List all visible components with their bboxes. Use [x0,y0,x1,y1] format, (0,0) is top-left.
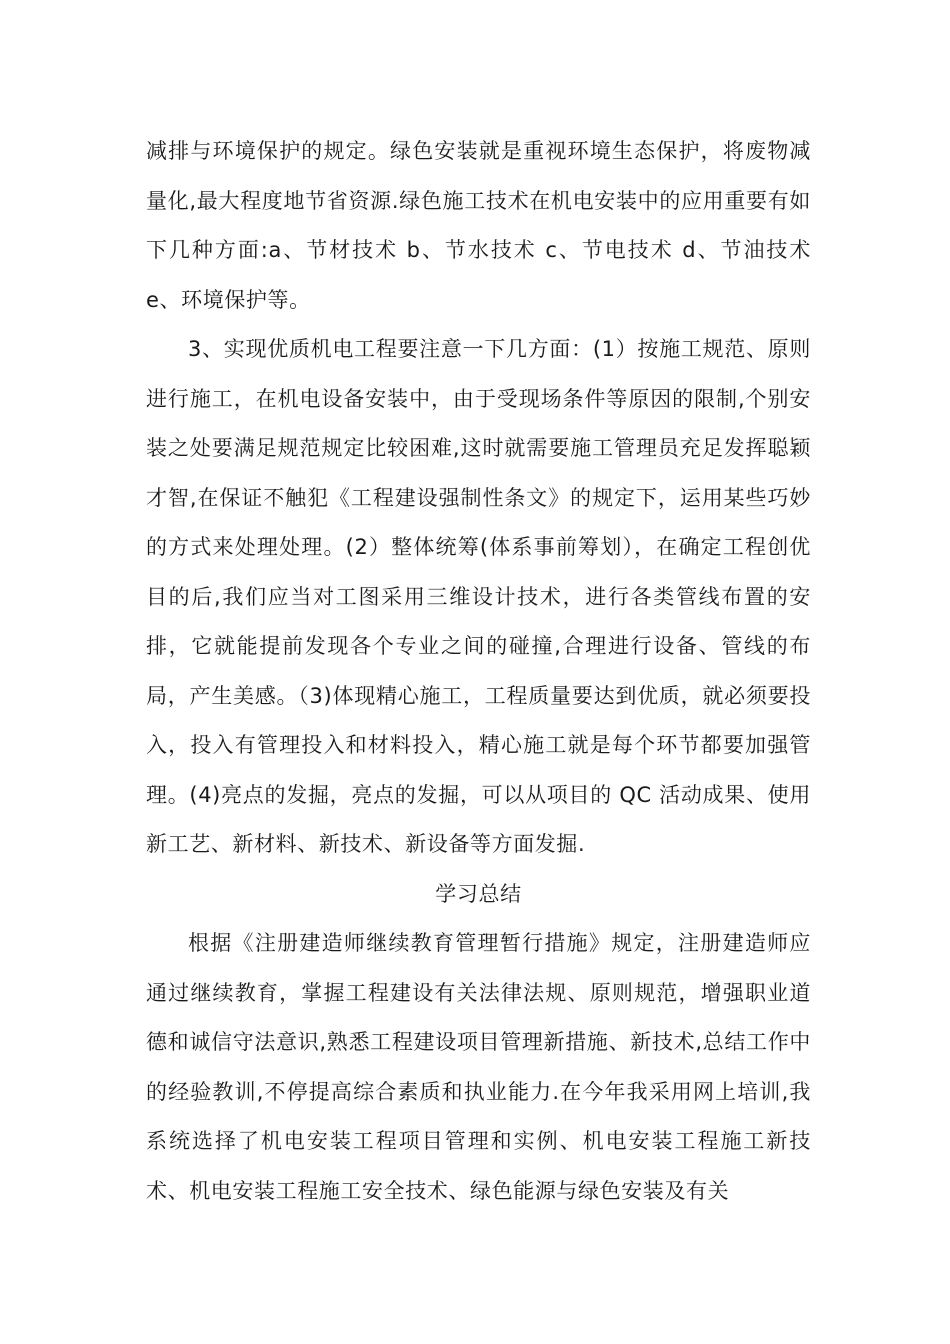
section-title-study-summary: 学习总结 [435,881,522,906]
document-body [146,127,811,1216]
paragraph-study-summary: 根据《注册建造师继续教育管理暂行措施》规定，注册建造师应通过继续教育，掌握工程建设有关法律法规、原则规范，增强职业道德和诚信守法意识,熟悉工程建设项目管理新措施、新技术,总结工作中的经验教训,不停提高综合素质和执业能力.在今年我采用网上培训,我系统选择了机电安装工程项目管理和实例、机电安装工程施工新技术、机电安装工程施工安全技术、绿色能源与绿色安装及有关 [146,931,811,1203]
paragraph-green-construction: 减排与环境保护的规定。绿色安装就是重视环境生态保护，将废物减量化,最大程度地节省资源.绿色施工技术在机电安装中的应用重要有如下几种方面:a、节材技术 b、节水技术 c、节电技术 d、节油技术 e、环境保护等。 [146,139,811,312]
paragraph-quality-project: 3、实现优质机电工程要注意一下几方面：(1）按施工规范、原则进行施工，在机电设备安装中，由于受现场条件等原因的限制,个别安装之处要满足规范规定比较困难,这时就需要施工管理员充足发挥聪颖才智,在保证不触犯《工程建设强制性条文》的规定下，运用某些巧妙的方式来处理处理。(2）整体统筹(体系事前筹划），在确定工程创优目的后,我们应当对工图采用三维设计技术，进行各类管线布置的安排，它就能提前发现各个专业之间的碰撞,合理进行设备、管线的布局，产生美感。（3)体现精心施工，工程质量要达到优质，就必须要投入，投入有管理投入和材料投入，精心施工就是每个环节都要加强管理。(4)亮点的发掘，亮点的发掘，可以从项目的 QC 活动成果、使用新工艺、新材料、新技术、新设备等方面发掘. [146,337,811,856]
